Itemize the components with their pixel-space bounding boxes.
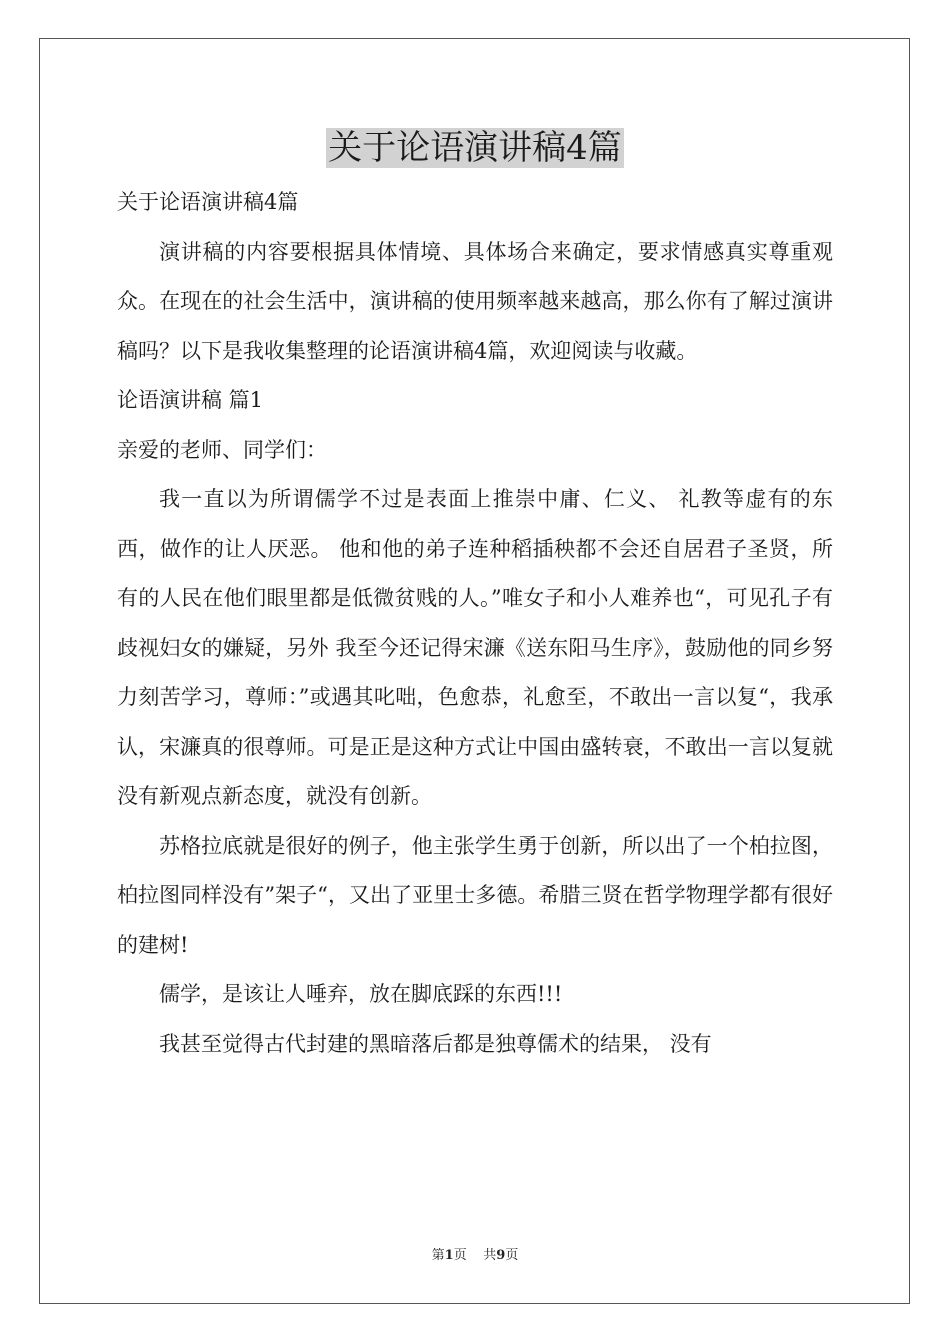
page-current: 1 — [444, 1248, 454, 1263]
page-unit: 页 — [453, 1248, 467, 1263]
total-prefix: 共 — [483, 1248, 497, 1263]
paragraph: 关于论语演讲稿4篇 — [117, 190, 299, 214]
page-footer — [0, 1247, 950, 1265]
document-title-text: 关于论语演讲稿4篇 — [328, 128, 622, 168]
paragraph: 儒学，是该让人唾弃，放在脚底踩的东西!!! — [159, 982, 563, 1006]
page-total: 9 — [496, 1248, 506, 1263]
paragraph: 我一直以为所谓儒学不过是表面上推崇中庸、仁义、 礼教等虚有的东西，做作的让人厌恶。 他和他的弟子连种稻插秧都不会还自居君子圣贤，所有的人民在他们眼里都是低微贫贱的人。”唯女子和小人难养也“，可见孔子有歧视妇女的嫌疑，另外 我至今还记得宋濂《送东阳马生序》，鼓励他的同乡努力刻苦学习，尊师：”或遇其叱咄，色愈恭，礼愈至，不敢出一言以复“，我承认，宋濂真的很尊师。可是正是这种方式让中国由盛转衰，不敢出一言以复就没有新观点新态度，就没有创新。 — [117, 487, 833, 808]
salutation: 亲爱的老师、同学们： — [117, 437, 327, 462]
total-unit: 页 — [505, 1248, 519, 1263]
paragraph: 演讲稿的内容要根据具体情境、具体场合来确定，要求情感真实尊重观众。在现在的社会生活中，演讲稿的使用频率越来越高，那么你有了解过演讲稿吗？以下是我收集整理的论语演讲稿4篇，欢迎阅读与收藏。 — [117, 239, 833, 363]
paragraph: 苏格拉底就是很好的例子，他主张学生勇于创新，所以出了一个柏拉图，柏拉图同样没有”架子“，又出了亚里士多德。希腊三贤在哲学物理学都有很好的建树! — [117, 833, 833, 957]
section-heading: 论语演讲稿 篇1 — [117, 388, 264, 412]
paragraph: 我甚至觉得古代封建的黑暗落后都是独尊儒术的结果， 没有 — [159, 1031, 712, 1056]
page-prefix: 第 — [431, 1248, 445, 1263]
document-title — [0, 124, 950, 172]
document-body — [117, 178, 833, 1069]
